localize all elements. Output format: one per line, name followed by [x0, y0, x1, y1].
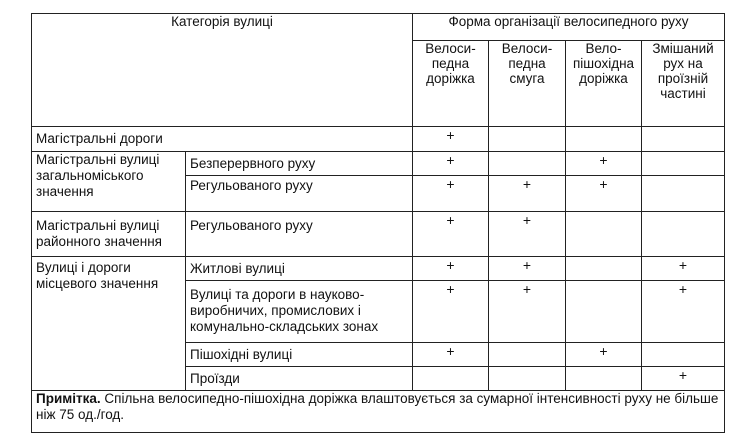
header-row-group [32, 14, 725, 41]
header-col-1-line-1: Велоси- [425, 41, 476, 56]
header-col-4-line-1: Змішаний [652, 41, 714, 56]
note-cell [32, 391, 725, 433]
mark-cell: + [413, 257, 489, 281]
table-row [32, 152, 725, 176]
mark-cell [566, 127, 642, 152]
table-row [32, 127, 725, 152]
mark-cell: + [566, 176, 642, 212]
mark-cell: + [413, 212, 489, 257]
mark-cell: + [489, 176, 566, 212]
header-col-1 [413, 41, 489, 127]
table-row [32, 212, 725, 257]
mark-cell [642, 212, 725, 257]
mark-cell [489, 343, 566, 367]
header-col-4-line-4: частині [660, 86, 706, 101]
header-col-3-line-1: Вело- [585, 41, 622, 56]
note-row [32, 391, 725, 433]
header-col-4 [642, 41, 725, 127]
note-text: Спільна велосипедно-пішохідна доріжка влаштовується за сумарної інтенсивності руху не більше ніж 75 од./год. [36, 391, 719, 422]
mark-cell [489, 152, 566, 176]
mark-cell: + [489, 212, 566, 257]
mark-cell [566, 212, 642, 257]
mark-cell: + [642, 367, 725, 391]
mark-cell: + [489, 257, 566, 281]
mark-cell: + [413, 176, 489, 212]
table-row [32, 257, 725, 281]
row-category: Магістральні вулиці загальноміського значення [32, 152, 186, 212]
mark-cell [489, 127, 566, 152]
mark-cell: + [413, 152, 489, 176]
row-subcategory: Безперервного руху [186, 152, 413, 176]
header-col-1-line-2: педна [431, 56, 470, 71]
row-category: Вулиці і дороги місцевого значення [32, 257, 186, 391]
row-subcategory: Вулиці та дороги в науково-виробничих, промислових і комунально-складських зонах [186, 281, 413, 343]
mark-cell [642, 343, 725, 367]
header-col-4-line-3: проїзній [657, 71, 709, 86]
mark-cell: + [642, 281, 725, 343]
mark-cell [489, 367, 566, 391]
header-col-4-line-2: рух на [663, 56, 703, 71]
mark-cell [642, 176, 725, 212]
header-col-3 [566, 41, 642, 127]
header-col-3-line-3: доріжка [579, 71, 628, 86]
header-col-2 [489, 41, 566, 127]
mark-cell [566, 257, 642, 281]
mark-cell: + [413, 343, 489, 367]
header-category: Категорія вулиці [32, 14, 413, 127]
mark-cell: + [413, 281, 489, 343]
header-group: Форма організації велосипедного руху [413, 14, 725, 41]
mark-cell: + [413, 127, 489, 152]
cycling-organization-table [31, 13, 725, 433]
row-subcategory: Пішохідні вулиці [186, 343, 413, 367]
header-col-1-line-3: доріжка [426, 71, 475, 86]
mark-cell: + [566, 152, 642, 176]
row-category: Магістральні вулиці районного значення [32, 212, 186, 257]
header-col-2-line-1: Велоси- [501, 41, 553, 56]
mark-cell: + [642, 257, 725, 281]
mark-cell: + [566, 343, 642, 367]
mark-cell [566, 367, 642, 391]
mark-cell [566, 281, 642, 343]
header-col-2-line-3: смуга [509, 71, 545, 86]
note-label: Примітка. [36, 391, 101, 406]
row-subcategory: Регульованого руху [186, 176, 413, 212]
header-col-3-line-2: пішохідна [572, 56, 635, 71]
header-col-2-line-2: педна [508, 56, 546, 71]
mark-cell [413, 367, 489, 391]
mark-cell: + [489, 281, 566, 343]
mark-cell [642, 127, 725, 152]
row-subcategory: Житлові вулиці [186, 257, 413, 281]
mark-cell [642, 152, 725, 176]
row-subcategory: Проїзди [186, 367, 413, 391]
row-subcategory: Регульованого руху [186, 212, 413, 257]
row-category: Магістральні дороги [32, 127, 413, 152]
